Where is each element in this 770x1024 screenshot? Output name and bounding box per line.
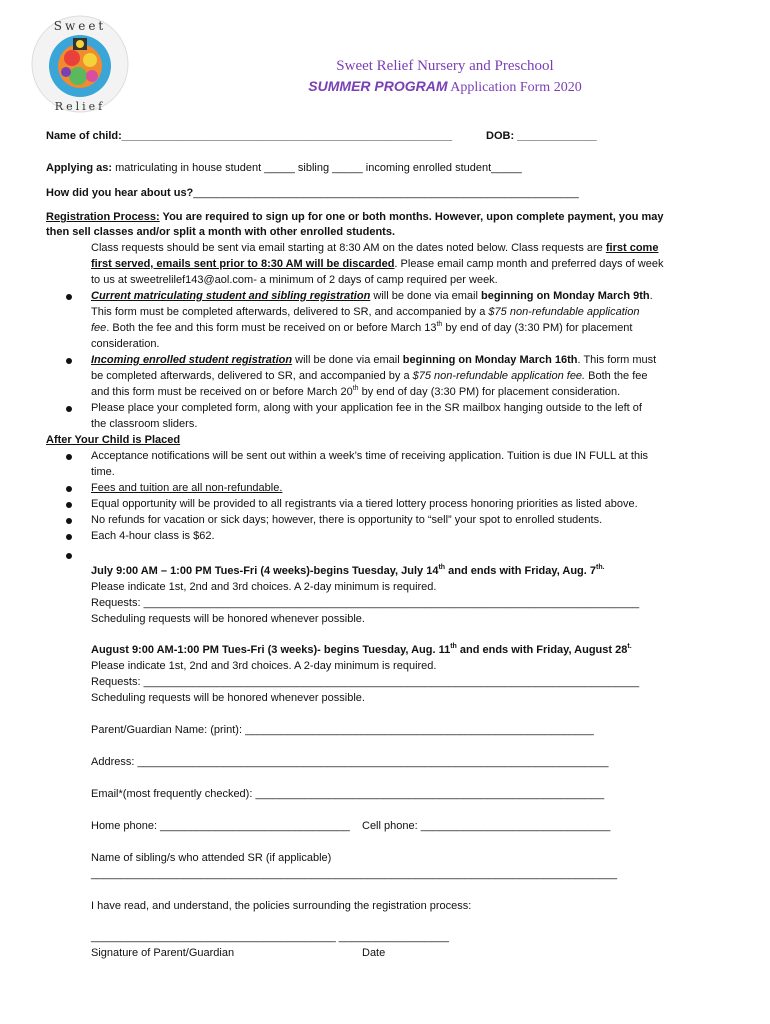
bullet-icon [66,502,72,508]
guardian-name-field[interactable]: Parent/Guardian Name: (print): _________________________________________________________ [91,724,594,736]
registration-intro-text: You are required to sign up for one or both months. However, upon complete payment, you may [159,211,664,223]
july-requests-field[interactable]: Requests: _________________________________________________________________________________ [91,597,640,609]
form-title [120,56,770,98]
july-choices: Please indicate 1st, 2nd and 3rd choices. A 2-day minimum is required. [91,581,437,593]
march-9-date: beginning on Monday March 9th [480,290,650,302]
program-caps: SUMMER PROGRAM [308,78,448,94]
bullet-icon [66,454,72,460]
bullet-icon [66,534,72,540]
acknowledgement-text: I have read, and understand, the policies surrounding the registration process: [91,900,472,912]
bullet-icon [66,553,72,559]
reg-para-text: Class requests should be sent via email starting at 8:30 AM on the dates noted below. Class requests are [91,242,606,254]
applying-options[interactable]: matriculating in house student _____ sibling _____ incoming enrolled student_____ [112,162,522,174]
ordinal-sup: th [438,564,446,571]
bullet-icon [66,486,72,492]
address-field[interactable]: Address: _____________________________________________________________________________ [91,756,609,768]
applying-as-row [46,161,522,176]
sibling-label: Name of sibling/s who attended SR (if applicable) [91,852,332,864]
fee-text: fee [91,322,107,334]
text: will be done via email [370,290,481,302]
signature-line[interactable]: ________________________________________ __________________ [91,931,449,943]
july-heading-text: July 9:00 AM – 1:00 PM Tues-Fri (4 weeks)-begins Tuesday, July 14 [91,565,439,577]
reg-bullet-1-line-2 [91,305,639,320]
bullet-icon [66,358,72,364]
registration-heading: Registration Process: [46,211,160,223]
july-honored-note: Scheduling requests will be honored whenever possible. [91,613,365,625]
text: . This form must [577,354,657,366]
email-field[interactable]: Email*(most frequently checked): _________________________________________________________ [91,788,605,800]
program-title [120,76,770,98]
text: This form must be completed afterwards, delivered to SR, and accompanied by a [91,306,489,318]
hear-about-row [46,186,579,201]
reg-bullet-3-line-1: Please place your completed form, along with your application fee in the SR mailbox hanging outside to the left of [91,402,642,414]
incoming-student-registration: Incoming enrolled student registration [91,354,293,366]
class-price-note: Each 4-hour class is $62. [91,530,215,542]
ordinal-sup: th. [596,564,605,571]
july-heading-text: and ends with Friday, Aug. 7 [445,565,597,577]
august-heading [91,643,632,658]
fee-text: $75 non-refundable application fee. [412,370,586,382]
logo-top-text: Sweet [53,19,107,33]
school-name: Sweet Relief Nursery and Preschool [336,58,554,74]
registration-intro-1 [46,210,664,225]
reg-bullet-2-line-1 [91,353,656,368]
after-placed-heading: After Your Child is Placed [46,434,181,446]
reg-para-text: . Please email camp month and preferred days of week [394,258,664,270]
text: by end of day (3:30 PM) for placement consideration. [358,386,621,398]
registration-intro-2: then sell classes and/or split a month with other enrolled students. [46,226,396,238]
current-student-registration: Current matriculating student and sibling registration [91,290,371,302]
reg-bullet-3-line-2: the classroom sliders. [91,418,198,430]
applying-label: Applying as: [46,162,113,174]
refund-note: No refunds for vacation or sick days; however, there is opportunity to “sell” your spot to enrolled students. [91,514,603,526]
program-rest: Application Form 2020 [447,80,582,95]
first-come-emphasis: first come [605,242,659,254]
hear-about-field[interactable]: _______________________________________________________________ [193,187,579,199]
reg-bullet-2-line-3 [91,385,620,400]
after-bullet-1-line-1: Acceptance notifications will be sent out within a week’s time of receiving application. Tuition is due IN FULL at this [91,450,649,462]
reg-bullet-1-line-1 [91,289,653,304]
reg-para-line-1 [91,241,658,256]
text: and this form must be received on or before March 20 [91,386,353,398]
non-refundable-note: Fees and tuition are all non-refundable. [91,482,283,494]
august-heading-text: and ends with Friday, August 28 [456,644,628,656]
reg-bullet-1-line-3 [91,321,632,336]
discard-warning: first served, emails sent prior to 8:30 AM will be discarded [91,258,395,270]
sibling-field[interactable]: ______________________________________________________________________________________ [91,868,618,880]
date-label: Date [362,947,386,959]
reg-bullet-2-line-2 [91,369,648,384]
august-requests-field[interactable]: Requests: _________________________________________________________________________________ [91,676,640,688]
reg-bullet-1-line-4: consideration. [91,338,160,350]
reg-para-line-2 [91,257,663,272]
fee-text: $75 non-refundable application [488,306,640,318]
text: . [649,290,653,302]
cell-phone-field[interactable]: Cell phone: _______________________________ [362,820,611,832]
dob-field[interactable]: DOB: _____________ [486,130,597,142]
home-phone-field[interactable]: Home phone: _______________________________ [91,820,350,832]
after-bullet-1-line-2: time. [91,466,115,478]
text: be completed afterwards, delivered to SR, and accompanied by a [91,370,413,382]
child-name-field[interactable]: Name of child:______________________________________________________ [46,130,453,142]
text: will be done via email [292,354,403,366]
lottery-note: Equal opportunity will be provided to all registrants via a tiered lottery process honoring priorities as listed above. [91,498,638,510]
ordinal-sup: th [352,385,359,392]
text: by end of day (3:30 PM) for placement [442,322,633,334]
text: . Both the fee and this form must be received on or before March 13 [106,322,437,334]
signature-label: Signature of Parent/Guardian [91,947,235,959]
august-heading-text: August 9:00 AM-1:00 PM Tues-Fri (3 weeks)- begins Tuesday, Aug. 11 [91,644,451,656]
march-16-date: beginning on Monday March 16th [402,354,578,366]
ordinal-sup: th [450,643,457,650]
august-honored-note: Scheduling requests will be honored whenever possible. [91,692,365,704]
logo-bottom-text: Relief [54,100,106,113]
reg-para-line-3: to us at sweetrelilef143@aol.com- a minimum of 2 days of camp required per week. [91,274,498,286]
sweet-relief-logo [30,14,130,114]
bullet-icon [66,518,72,524]
bullet-icon [66,406,72,412]
ordinal-sup: t. [627,643,632,650]
august-choices: Please indicate 1st, 2nd and 3rd choices. A 2-day minimum is required. [91,660,437,672]
text: Both the fee [585,370,648,382]
july-heading [91,564,605,579]
hear-about-label: How did you hear about us? [46,187,194,199]
ordinal-sup: th [436,321,443,328]
bullet-icon [66,294,72,300]
